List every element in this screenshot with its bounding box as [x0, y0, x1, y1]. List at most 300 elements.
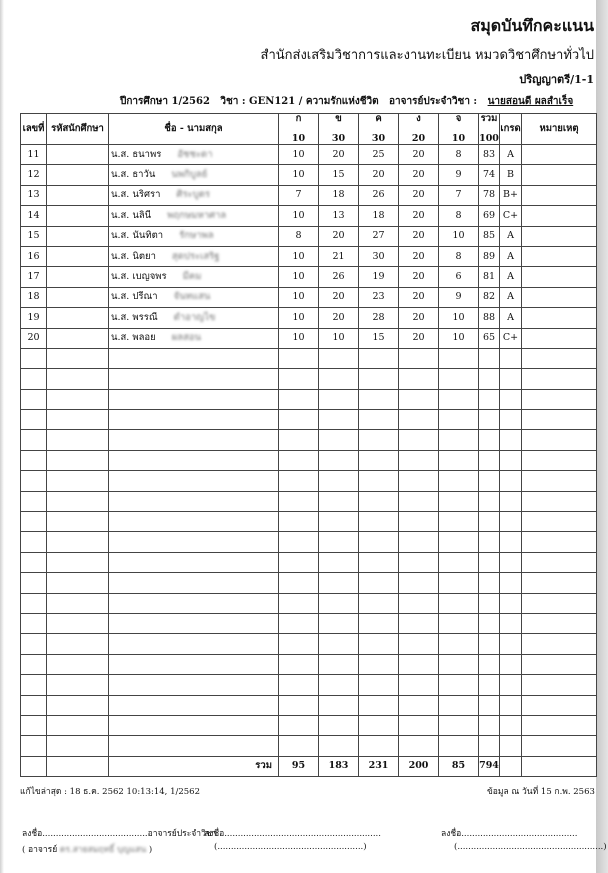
- empty-cell: [479, 654, 500, 674]
- last-name-redacted: ศิระบูตร: [176, 189, 210, 201]
- empty-cell: [522, 593, 597, 613]
- third-signature-name: (......................................................): [454, 842, 607, 852]
- empty-cell: [319, 695, 359, 715]
- row-remark: [522, 246, 597, 266]
- row-remark: [522, 328, 597, 348]
- empty-cell: [109, 348, 279, 368]
- empty-cell: [479, 532, 500, 552]
- empty-cell: [500, 491, 522, 511]
- empty-cell: [479, 450, 500, 470]
- row-grade: A: [500, 267, 522, 287]
- empty-cell: [109, 450, 279, 470]
- row-name: [109, 328, 279, 348]
- row-score-total: 65: [479, 328, 500, 348]
- empty-cell: [109, 532, 279, 552]
- empty-cell: [359, 491, 399, 511]
- empty-cell: [439, 613, 479, 633]
- totals-a: 95: [279, 756, 319, 776]
- empty-cell: [500, 715, 522, 735]
- row-score-b: 21: [319, 246, 359, 266]
- empty-cell: [279, 491, 319, 511]
- row-score-c: 27: [359, 226, 399, 246]
- row-name: [109, 185, 279, 205]
- row-student-id: [47, 185, 109, 205]
- row-score-c: 20: [359, 165, 399, 185]
- empty-cell: [279, 654, 319, 674]
- empty-cell: [359, 471, 399, 491]
- empty-cell: [522, 715, 597, 735]
- course-name: วิชา : GEN121 / ความรักแห่งชีวิต: [220, 96, 379, 107]
- empty-cell: [500, 532, 522, 552]
- row-grade: B+: [500, 185, 522, 205]
- empty-cell: [399, 369, 439, 389]
- empty-cell: [47, 613, 109, 633]
- empty-cell: [479, 613, 500, 633]
- instructor-signature-line: ลงชื่อ.......................................อาจารย์ประจำวิชา: [22, 829, 217, 839]
- empty-cell: [359, 573, 399, 593]
- empty-cell: [21, 430, 47, 450]
- empty-cell: [319, 593, 359, 613]
- row-score-c: 25: [359, 145, 399, 165]
- empty-row: [21, 410, 597, 430]
- empty-cell: [21, 450, 47, 470]
- empty-cell: [399, 389, 439, 409]
- document-title: สมุดบันทึกคะแนน: [470, 16, 594, 35]
- empty-cell: [399, 532, 439, 552]
- empty-cell: [47, 715, 109, 735]
- empty-cell: [479, 736, 500, 756]
- row-no: 20: [21, 328, 47, 348]
- empty-cell: [522, 695, 597, 715]
- col-header-name: ชื่อ - นามสกุล: [109, 114, 279, 145]
- empty-cell: [522, 389, 597, 409]
- empty-row: [21, 471, 597, 491]
- table-row: [21, 246, 597, 266]
- row-score-b: 26: [319, 267, 359, 287]
- table-row: [21, 308, 597, 328]
- office-name: สำนักส่งเสริมวิชาการและงานทะเบียน หมวดวิชาศึกษาทั่วไป: [260, 48, 594, 63]
- last-name-redacted: มีคม: [182, 271, 202, 283]
- empty-cell: [109, 675, 279, 695]
- row-score-e: 6: [439, 267, 479, 287]
- empty-cell: [319, 715, 359, 735]
- table-row: [21, 165, 597, 185]
- empty-row: [21, 389, 597, 409]
- empty-cell: [319, 348, 359, 368]
- empty-cell: [21, 634, 47, 654]
- empty-cell: [399, 552, 439, 572]
- empty-cell: [500, 471, 522, 491]
- totals-b: 183: [319, 756, 359, 776]
- totals-blank: [21, 756, 47, 776]
- empty-cell: [500, 450, 522, 470]
- row-remark: [522, 267, 597, 287]
- empty-cell: [399, 736, 439, 756]
- row-score-total: 82: [479, 287, 500, 307]
- instructor-signature-name: ( อาจารย์ ดร.สายสมฤทธิ์ บุญแสน ): [22, 845, 153, 855]
- row-grade: A: [500, 308, 522, 328]
- row-grade: C+: [500, 206, 522, 226]
- totals-e: 85: [439, 756, 479, 776]
- empty-cell: [522, 573, 597, 593]
- table-row: [21, 267, 597, 287]
- empty-cell: [47, 491, 109, 511]
- empty-cell: [279, 634, 319, 654]
- col-header-grade: เกรด: [500, 114, 522, 145]
- empty-cell: [279, 512, 319, 532]
- empty-cell: [109, 593, 279, 613]
- empty-cell: [279, 430, 319, 450]
- row-student-id: [47, 287, 109, 307]
- empty-cell: [522, 552, 597, 572]
- empty-cell: [319, 736, 359, 756]
- first-name: น.ส. นลินี: [111, 209, 152, 221]
- empty-cell: [109, 715, 279, 735]
- empty-cell: [319, 613, 359, 633]
- empty-cell: [21, 593, 47, 613]
- row-score-c: 18: [359, 206, 399, 226]
- empty-row: [21, 613, 597, 633]
- row-no: 11: [21, 145, 47, 165]
- row-score-b: 10: [319, 328, 359, 348]
- empty-cell: [319, 675, 359, 695]
- empty-row: [21, 430, 597, 450]
- empty-cell: [500, 695, 522, 715]
- empty-cell: [439, 450, 479, 470]
- first-name: น.ส. นันทิตา: [111, 230, 164, 242]
- last-name-redacted: จันทแสน: [173, 291, 211, 303]
- empty-cell: [47, 654, 109, 674]
- row-score-e: 9: [439, 165, 479, 185]
- row-score-total: 78: [479, 185, 500, 205]
- empty-cell: [439, 471, 479, 491]
- table-row: [21, 185, 597, 205]
- empty-cell: [359, 410, 399, 430]
- row-student-id: [47, 328, 109, 348]
- empty-cell: [47, 369, 109, 389]
- row-name: [109, 226, 279, 246]
- row-name: [109, 145, 279, 165]
- empty-cell: [500, 634, 522, 654]
- empty-cell: [21, 369, 47, 389]
- row-name: [109, 206, 279, 226]
- empty-cell: [109, 491, 279, 511]
- row-student-id: [47, 308, 109, 328]
- empty-cell: [47, 695, 109, 715]
- empty-cell: [319, 410, 359, 430]
- row-no: 17: [21, 267, 47, 287]
- row-score-total: 69: [479, 206, 500, 226]
- empty-cell: [109, 552, 279, 572]
- empty-cell: [359, 430, 399, 450]
- empty-cell: [359, 552, 399, 572]
- empty-cell: [399, 613, 439, 633]
- empty-cell: [21, 695, 47, 715]
- empty-cell: [47, 634, 109, 654]
- empty-cell: [500, 389, 522, 409]
- empty-cell: [479, 491, 500, 511]
- empty-row: [21, 736, 597, 756]
- empty-row: [21, 491, 597, 511]
- row-grade: A: [500, 226, 522, 246]
- row-score-e: 10: [439, 308, 479, 328]
- row-score-e: 7: [439, 185, 479, 205]
- row-no: 13: [21, 185, 47, 205]
- row-remark: [522, 145, 597, 165]
- table-row: [21, 226, 597, 246]
- empty-cell: [399, 491, 439, 511]
- second-signature-name: (......................................................): [214, 842, 367, 852]
- empty-cell: [500, 613, 522, 633]
- row-score-a: 10: [279, 206, 319, 226]
- empty-cell: [439, 736, 479, 756]
- empty-cell: [359, 450, 399, 470]
- empty-cell: [279, 410, 319, 430]
- empty-cell: [399, 654, 439, 674]
- empty-cell: [479, 552, 500, 572]
- empty-cell: [279, 348, 319, 368]
- row-name: [109, 308, 279, 328]
- empty-cell: [21, 613, 47, 633]
- empty-cell: [500, 573, 522, 593]
- empty-cell: [439, 654, 479, 674]
- row-score-total: 74: [479, 165, 500, 185]
- empty-cell: [21, 654, 47, 674]
- row-no: 16: [21, 246, 47, 266]
- empty-cell: [479, 430, 500, 450]
- empty-cell: [279, 389, 319, 409]
- col-header-score-a: ก 10: [279, 114, 319, 145]
- empty-cell: [399, 410, 439, 430]
- first-name: น.ส. พรรณี: [111, 311, 158, 323]
- empty-cell: [359, 654, 399, 674]
- totals-d: 200: [399, 756, 439, 776]
- empty-cell: [319, 634, 359, 654]
- empty-cell: [47, 389, 109, 409]
- row-name: [109, 267, 279, 287]
- empty-cell: [359, 634, 399, 654]
- row-score-a: 10: [279, 328, 319, 348]
- empty-cell: [479, 593, 500, 613]
- empty-cell: [500, 410, 522, 430]
- empty-cell: [319, 573, 359, 593]
- row-score-c: 26: [359, 185, 399, 205]
- row-score-c: 15: [359, 328, 399, 348]
- last-name-redacted: รักษาพล: [179, 230, 214, 242]
- empty-cell: [479, 573, 500, 593]
- empty-cell: [399, 512, 439, 532]
- empty-cell: [500, 654, 522, 674]
- empty-cell: [359, 348, 399, 368]
- page-right-shadow: [596, 0, 608, 873]
- empty-cell: [279, 573, 319, 593]
- empty-row: [21, 532, 597, 552]
- empty-cell: [47, 512, 109, 532]
- empty-cell: [47, 430, 109, 450]
- empty-cell: [21, 552, 47, 572]
- empty-cell: [47, 532, 109, 552]
- empty-cell: [279, 736, 319, 756]
- col-header-student-id: รหัสนักศึกษา: [47, 114, 109, 145]
- score-table: [20, 113, 597, 777]
- empty-cell: [479, 369, 500, 389]
- col-header-total: รวม 100: [479, 113, 499, 144]
- empty-row: [21, 348, 597, 368]
- row-remark: [522, 185, 597, 205]
- empty-cell: [522, 348, 597, 368]
- empty-cell: [500, 593, 522, 613]
- empty-cell: [399, 348, 439, 368]
- first-name: น.ส. นิตยา: [111, 250, 156, 262]
- row-score-a: 7: [279, 185, 319, 205]
- data-as-of: ข้อมูล ณ วันที่ 15 ก.พ. 2563: [487, 787, 595, 797]
- empty-cell: [109, 471, 279, 491]
- row-grade: B: [500, 165, 522, 185]
- empty-row: [21, 654, 597, 674]
- empty-cell: [21, 348, 47, 368]
- empty-cell: [500, 675, 522, 695]
- last-name-redacted: พฤกษมหาศาล: [167, 209, 227, 221]
- row-grade: C+: [500, 328, 522, 348]
- empty-row: [21, 573, 597, 593]
- empty-cell: [479, 389, 500, 409]
- row-score-d: 20: [399, 226, 439, 246]
- empty-cell: [279, 450, 319, 470]
- empty-cell: [279, 369, 319, 389]
- empty-cell: [279, 715, 319, 735]
- empty-cell: [319, 532, 359, 552]
- empty-cell: [439, 348, 479, 368]
- table-row: [21, 287, 597, 307]
- empty-cell: [319, 471, 359, 491]
- row-score-a: 10: [279, 145, 319, 165]
- row-remark: [522, 308, 597, 328]
- table-row: [21, 206, 597, 226]
- row-grade: A: [500, 145, 522, 165]
- empty-row: [21, 369, 597, 389]
- row-score-c: 23: [359, 287, 399, 307]
- empty-cell: [359, 695, 399, 715]
- empty-cell: [279, 593, 319, 613]
- empty-cell: [109, 512, 279, 532]
- empty-cell: [399, 715, 439, 735]
- row-no: 12: [21, 165, 47, 185]
- empty-cell: [319, 512, 359, 532]
- last-name-redacted: ผลสอน: [171, 332, 202, 344]
- empty-cell: [522, 491, 597, 511]
- empty-cell: [500, 369, 522, 389]
- empty-cell: [522, 634, 597, 654]
- row-score-a: 10: [279, 246, 319, 266]
- empty-cell: [522, 430, 597, 450]
- empty-cell: [319, 491, 359, 511]
- empty-cell: [439, 573, 479, 593]
- empty-cell: [439, 491, 479, 511]
- row-score-d: 20: [399, 165, 439, 185]
- table-row: [21, 328, 597, 348]
- row-remark: [522, 206, 597, 226]
- row-score-e: 8: [439, 246, 479, 266]
- empty-cell: [21, 715, 47, 735]
- row-score-a: 8: [279, 226, 319, 246]
- empty-cell: [21, 410, 47, 430]
- row-score-a: 10: [279, 267, 319, 287]
- first-name: น.ส. เบญจพร: [111, 271, 167, 283]
- empty-cell: [21, 532, 47, 552]
- row-score-total: 83: [479, 145, 500, 165]
- last-name-redacted: ดำอาญไข: [173, 311, 216, 323]
- col-header-no: เลขที่: [21, 114, 47, 145]
- empty-cell: [522, 613, 597, 633]
- empty-cell: [47, 573, 109, 593]
- empty-cell: [439, 552, 479, 572]
- empty-cell: [21, 512, 47, 532]
- empty-cell: [479, 695, 500, 715]
- empty-cell: [479, 634, 500, 654]
- empty-cell: [479, 348, 500, 368]
- empty-cell: [439, 715, 479, 735]
- empty-cell: [522, 410, 597, 430]
- empty-cell: [522, 369, 597, 389]
- row-student-id: [47, 226, 109, 246]
- empty-cell: [500, 552, 522, 572]
- row-score-b: 20: [319, 287, 359, 307]
- row-score-a: 10: [279, 165, 319, 185]
- empty-cell: [479, 675, 500, 695]
- empty-cell: [109, 430, 279, 450]
- empty-cell: [439, 389, 479, 409]
- empty-cell: [319, 450, 359, 470]
- empty-cell: [359, 593, 399, 613]
- row-score-total: 89: [479, 246, 500, 266]
- row-score-e: 8: [439, 145, 479, 165]
- table-row: [21, 145, 597, 165]
- row-score-b: 18: [319, 185, 359, 205]
- empty-row: [21, 715, 597, 735]
- row-score-b: 15: [319, 165, 359, 185]
- empty-cell: [109, 613, 279, 633]
- totals-row: [21, 756, 597, 776]
- row-score-total: 85: [479, 226, 500, 246]
- empty-cell: [47, 593, 109, 613]
- row-score-e: 10: [439, 328, 479, 348]
- empty-cell: [522, 654, 597, 674]
- table-header-row: [21, 114, 597, 145]
- totals-c: 231: [359, 756, 399, 776]
- empty-cell: [319, 430, 359, 450]
- empty-cell: [399, 593, 439, 613]
- empty-row: [21, 450, 597, 470]
- totals-total: 794: [479, 756, 500, 776]
- row-score-d: 20: [399, 206, 439, 226]
- empty-cell: [399, 471, 439, 491]
- row-score-e: 10: [439, 226, 479, 246]
- empty-cell: [47, 450, 109, 470]
- col-header-remark: หมายเหตุ: [522, 114, 597, 145]
- empty-cell: [399, 430, 439, 450]
- empty-cell: [21, 389, 47, 409]
- academic-year: ปีการศึกษา 1/2562: [120, 96, 210, 107]
- program-label: ปริญญาตรี/1-1: [519, 73, 594, 86]
- empty-cell: [319, 552, 359, 572]
- row-name: [109, 246, 279, 266]
- row-score-e: 8: [439, 206, 479, 226]
- empty-cell: [500, 430, 522, 450]
- empty-cell: [47, 675, 109, 695]
- first-name: น.ส. พลอย: [111, 332, 156, 344]
- row-score-d: 20: [399, 308, 439, 328]
- row-no: 19: [21, 308, 47, 328]
